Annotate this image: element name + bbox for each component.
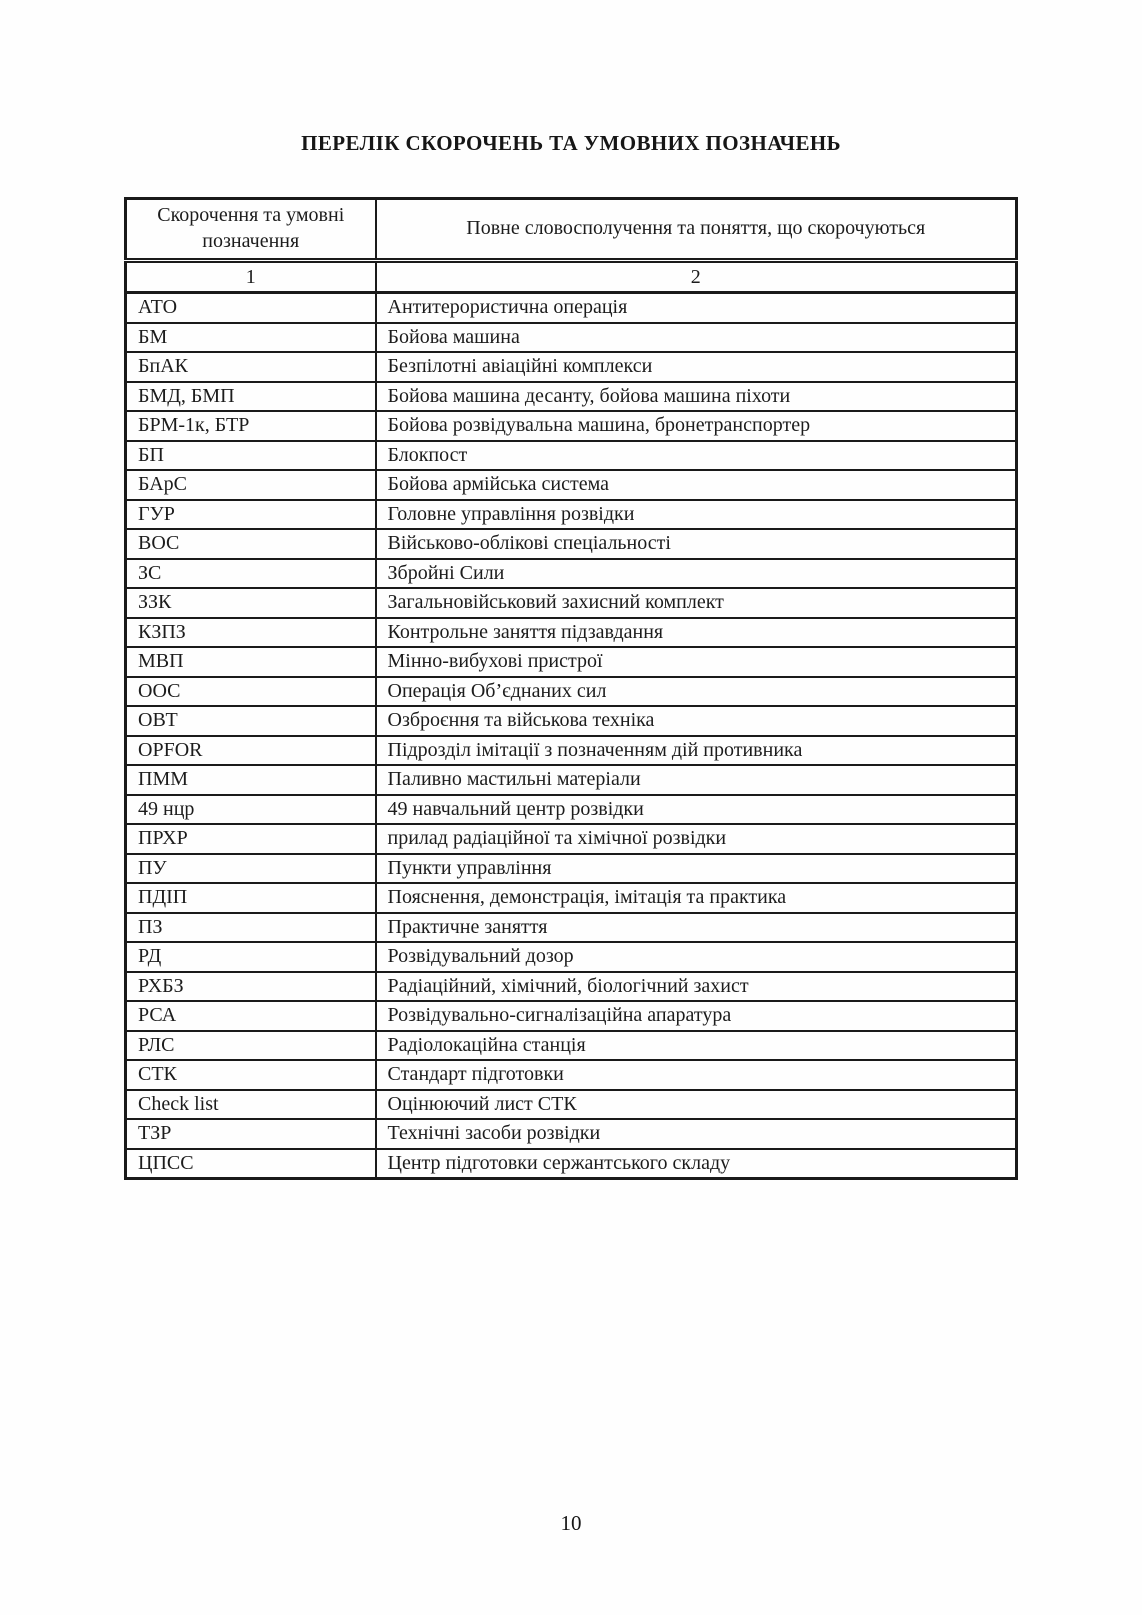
table-row xyxy=(126,824,1017,854)
table-row xyxy=(126,588,1017,618)
full-phrase-cell: Розвідувально-сигналізаційна апаратура xyxy=(376,1001,1017,1031)
column-number-2: 2 xyxy=(376,261,1017,293)
full-phrase-cell: Антитерористична операція xyxy=(376,293,1017,323)
table-row xyxy=(126,1001,1017,1031)
abbreviation-cell: МВП xyxy=(126,647,376,677)
full-phrase-cell: Бойова машина десанту, бойова машина піхоти xyxy=(376,382,1017,412)
table-row xyxy=(126,441,1017,471)
table-head xyxy=(126,199,1017,293)
abbreviations-table xyxy=(124,197,1018,1180)
full-phrase-cell: Бойова розвідувальна машина, бронетранспортер xyxy=(376,411,1017,441)
full-phrase-cell: Підрозділ імітації з позначенням дій противника xyxy=(376,736,1017,766)
abbreviation-cell: РХБЗ xyxy=(126,972,376,1002)
abbreviation-cell: БМ xyxy=(126,323,376,353)
full-phrase-cell: Бойова машина xyxy=(376,323,1017,353)
full-phrase-cell: Технічні засоби розвідки xyxy=(376,1119,1017,1149)
full-phrase-cell: прилад радіаційної та хімічної розвідки xyxy=(376,824,1017,854)
table-row xyxy=(126,293,1017,323)
abbreviation-cell: ЦПСС xyxy=(126,1149,376,1179)
abbreviation-cell: ГУР xyxy=(126,500,376,530)
abbreviation-cell: РСА xyxy=(126,1001,376,1031)
table-row xyxy=(126,323,1017,353)
table-row xyxy=(126,559,1017,589)
abbreviation-cell: РД xyxy=(126,942,376,972)
table-row xyxy=(126,500,1017,530)
table-row xyxy=(126,972,1017,1002)
table-row xyxy=(126,1119,1017,1149)
abbreviation-cell: ЗЗК xyxy=(126,588,376,618)
abbreviation-cell: АТО xyxy=(126,293,376,323)
header-abbr-column: Скорочення та умовні позначення xyxy=(126,199,376,261)
page-number: 10 xyxy=(560,1511,582,1535)
full-phrase-cell: Головне управління розвідки xyxy=(376,500,1017,530)
table-row xyxy=(126,706,1017,736)
abbreviation-cell: ВОС xyxy=(126,529,376,559)
full-phrase-cell: Контрольне заняття підзавдання xyxy=(376,618,1017,648)
table-row xyxy=(126,618,1017,648)
full-phrase-cell: Пояснення, демонстрація, імітація та практика xyxy=(376,883,1017,913)
full-phrase-cell: Бойова армійська система xyxy=(376,470,1017,500)
full-phrase-cell: Практичне заняття xyxy=(376,913,1017,943)
full-phrase-cell: Озброєння та військова техніка xyxy=(376,706,1017,736)
full-phrase-cell: Блокпост xyxy=(376,441,1017,471)
abbreviation-cell: ПММ xyxy=(126,765,376,795)
table-row xyxy=(126,382,1017,412)
column-numbering-row xyxy=(126,261,1017,293)
table-row xyxy=(126,913,1017,943)
table-row xyxy=(126,854,1017,884)
full-phrase-cell: Загальновійськовий захисний комплект xyxy=(376,588,1017,618)
abbreviation-cell: ПУ xyxy=(126,854,376,884)
abbreviation-cell: ПРХР xyxy=(126,824,376,854)
abbreviation-cell: ЗС xyxy=(126,559,376,589)
abbreviation-cell: ПДІП xyxy=(126,883,376,913)
full-phrase-cell: Військово-облікові спеціальності xyxy=(376,529,1017,559)
table-row xyxy=(126,411,1017,441)
table-row xyxy=(126,942,1017,972)
column-number-1: 1 xyxy=(126,261,376,293)
table-header-row xyxy=(126,199,1017,261)
abbreviation-cell: КЗПЗ xyxy=(126,618,376,648)
header-full-column: Повне словосполучення та поняття, що скорочуються xyxy=(376,199,1017,261)
table-row xyxy=(126,677,1017,707)
abbreviation-cell: ОВТ xyxy=(126,706,376,736)
full-phrase-cell: Безпілотні авіаційні комплекси xyxy=(376,352,1017,382)
full-phrase-cell: Мінно-вибухові пристрої xyxy=(376,647,1017,677)
table-row xyxy=(126,1060,1017,1090)
abbreviation-cell: 49 нцр xyxy=(126,795,376,825)
table-row xyxy=(126,647,1017,677)
abbreviation-cell: БП xyxy=(126,441,376,471)
table-row xyxy=(126,470,1017,500)
abbreviation-cell: ООС xyxy=(126,677,376,707)
table-row xyxy=(126,795,1017,825)
table-row xyxy=(126,736,1017,766)
full-phrase-cell: Розвідувальний дозор xyxy=(376,942,1017,972)
table-row xyxy=(126,1090,1017,1120)
abbreviation-cell: OPFOR xyxy=(126,736,376,766)
table-row xyxy=(126,1149,1017,1179)
full-phrase-cell: Збройні Сили xyxy=(376,559,1017,589)
abbrev-table-body xyxy=(126,293,1017,1179)
table-row xyxy=(126,1031,1017,1061)
full-phrase-cell: Центр підготовки сержантського складу xyxy=(376,1149,1017,1179)
abbreviation-cell: БРМ-1к, БТР xyxy=(126,411,376,441)
table-row xyxy=(126,883,1017,913)
full-phrase-cell: Стандарт підготовки xyxy=(376,1060,1017,1090)
full-phrase-cell: 49 навчальний центр розвідки xyxy=(376,795,1017,825)
full-phrase-cell: Радіолокаційна станція xyxy=(376,1031,1017,1061)
table-row xyxy=(126,352,1017,382)
full-phrase-cell: Оцінюючий лист СТК xyxy=(376,1090,1017,1120)
full-phrase-cell: Пункти управління xyxy=(376,854,1017,884)
full-phrase-cell: Паливно мастильні матеріали xyxy=(376,765,1017,795)
table-row xyxy=(126,529,1017,559)
abbreviation-cell: ТЗР xyxy=(126,1119,376,1149)
table-row xyxy=(126,765,1017,795)
full-phrase-cell: Радіаційний, хімічний, біологічний захист xyxy=(376,972,1017,1002)
abbreviation-cell: БМД, БМП xyxy=(126,382,376,412)
abbreviation-cell: Check list xyxy=(126,1090,376,1120)
abbreviation-cell: РЛС xyxy=(126,1031,376,1061)
abbreviation-cell: БпАК xyxy=(126,352,376,382)
abbreviation-cell: БАрС xyxy=(126,470,376,500)
abbreviation-cell: ПЗ xyxy=(126,913,376,943)
full-phrase-cell: Операція Об’єднаних сил xyxy=(376,677,1017,707)
abbreviation-cell: СТК xyxy=(126,1060,376,1090)
page-title: ПЕРЕЛІК СКОРОЧЕНЬ ТА УМОВНИХ ПОЗНАЧЕНЬ xyxy=(301,131,841,155)
